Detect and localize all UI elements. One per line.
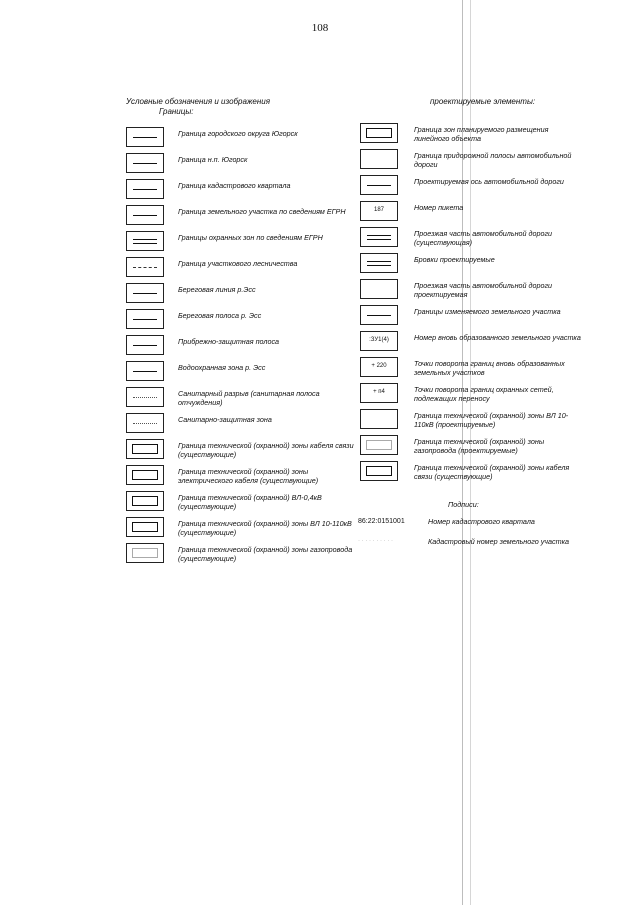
legend-symbol xyxy=(360,149,398,169)
legend-symbol xyxy=(126,491,164,511)
legend-label: Граница технической (охранной) зоны ВЛ 10-110кВ (существующие) xyxy=(178,519,352,537)
legend-label: Граница придорожной полосы автомобильной дороги xyxy=(414,151,572,169)
legend-symbol xyxy=(360,435,398,455)
captions-title: Подписи: xyxy=(448,500,479,509)
legend-symbol xyxy=(126,387,164,407)
legend-symbol xyxy=(126,127,164,147)
cadastral-number-label: Кадастровый номер земельного участка xyxy=(428,537,569,546)
legend-symbol xyxy=(360,201,398,221)
legend-label: Береговая линия р.Эсс xyxy=(178,285,256,294)
legend-symbol xyxy=(360,123,398,143)
legend-symbol xyxy=(360,461,398,481)
right-header: проектируемые элементы: xyxy=(430,97,536,106)
legend-symbol xyxy=(126,179,164,199)
legend-label: Номер вновь образованного земельного участка xyxy=(414,333,581,342)
legend-label: Граница городского округа Югорск xyxy=(178,129,298,138)
legend-symbol xyxy=(126,231,164,251)
legend-symbol xyxy=(126,439,164,459)
legend-label: Граница технической (охранной) зоны газопровода (существующие) xyxy=(178,545,353,563)
legend-label: Точки поворота границ вновь образованных земельных участков xyxy=(414,359,565,377)
legend-symbol xyxy=(360,409,398,429)
legend-symbol xyxy=(360,279,398,299)
legend-label: Бровки проектируемые xyxy=(414,255,495,264)
legend-symbol xyxy=(126,413,164,433)
cadastral-quarter-code: 86:22:0151001 xyxy=(358,518,405,525)
legend-symbol xyxy=(126,465,164,485)
legend-label: Граница кадастрового квартала xyxy=(178,181,291,190)
legend-symbol xyxy=(126,335,164,355)
legend-label: Прибрежно-защитная полоса xyxy=(178,337,280,346)
legend-label: Проезжая часть автомобильной дороги (существующая) xyxy=(414,229,553,247)
legend-symbol xyxy=(126,309,164,329)
left-header-title: Условные обозначения и изображения xyxy=(126,97,270,106)
legend-symbol xyxy=(126,205,164,225)
legend-label: Граница технической (охранной) ВЛ-0,4кВ (существующие) xyxy=(178,493,322,511)
legend-symbol xyxy=(360,305,398,325)
legend-symbol xyxy=(360,253,398,273)
legend-label: Санитарный разрыв (санитарная полоса отчуждения) xyxy=(178,389,320,407)
legend-symbol xyxy=(360,383,398,403)
legend-symbol xyxy=(126,153,164,173)
legend-label: Граница технической (охранной) зоны ВЛ 10-110кВ (проектируемые) xyxy=(414,411,569,429)
legend-label: Граница земельного участка по сведениям ЕГРН xyxy=(178,207,346,216)
legend-symbol xyxy=(126,517,164,537)
legend-label: Граница технической (охранной) зоны газопровода (проектируемые) xyxy=(414,437,545,455)
cadastral-quarter-label: Номер кадастрового квартала xyxy=(428,517,535,526)
legend-symbol-text: 187 xyxy=(373,207,384,213)
legend-label: Границы охранных зон по сведениям ЕГРН xyxy=(178,233,323,242)
legend-label: Граница зон планируемого размещения линейного объекта xyxy=(414,125,549,143)
legend-label: Граница участкового лесничества xyxy=(178,259,298,268)
legend-symbol-text: :ЗУ1(4) xyxy=(369,337,389,343)
legend-label: Проезжая часть автомобильной дороги проектируемая xyxy=(414,281,553,299)
legend-symbol xyxy=(126,257,164,277)
legend-label: Точки поворота границ охранных сетей, подлежащих переносу xyxy=(414,385,554,403)
left-header-subtitle: Границы: xyxy=(159,107,194,116)
legend-label: Граница технической (охранной) зоны кабеля связи (существующие) xyxy=(178,441,354,459)
legend-label: Границы изменяемого земельного участка xyxy=(414,307,561,316)
legend-label: Санитарно-защитная зона xyxy=(178,415,272,424)
legend-symbol xyxy=(126,543,164,563)
legend-label: Береговая полоса р. Эсс xyxy=(178,311,262,320)
legend-label: Проектируемая ось автомобильной дороги xyxy=(414,177,564,186)
legend-symbol xyxy=(360,331,398,351)
legend-label: Граница технической (охранной) зоны электрического кабеля (существующие) xyxy=(178,467,319,485)
legend-symbol xyxy=(360,175,398,195)
legend-symbol-text: + 220 xyxy=(371,363,387,369)
legend-symbol xyxy=(126,283,164,303)
cadastral-number-example: · · · · · · · · · · xyxy=(358,538,393,544)
legend-label: Граница н.п. Югорск xyxy=(178,155,248,164)
legend-label: Граница технической (охранной) зоны кабеля связи (существующие) xyxy=(414,463,570,481)
legend-symbol-text: + п4 xyxy=(373,389,385,395)
legend-label: Номер пикета xyxy=(414,203,464,212)
page-number: 108 xyxy=(311,22,329,34)
legend-symbol xyxy=(360,227,398,247)
legend-symbol xyxy=(126,361,164,381)
legend-symbol xyxy=(360,357,398,377)
legend-label: Водоохранная зона р. Эсс xyxy=(178,363,266,372)
